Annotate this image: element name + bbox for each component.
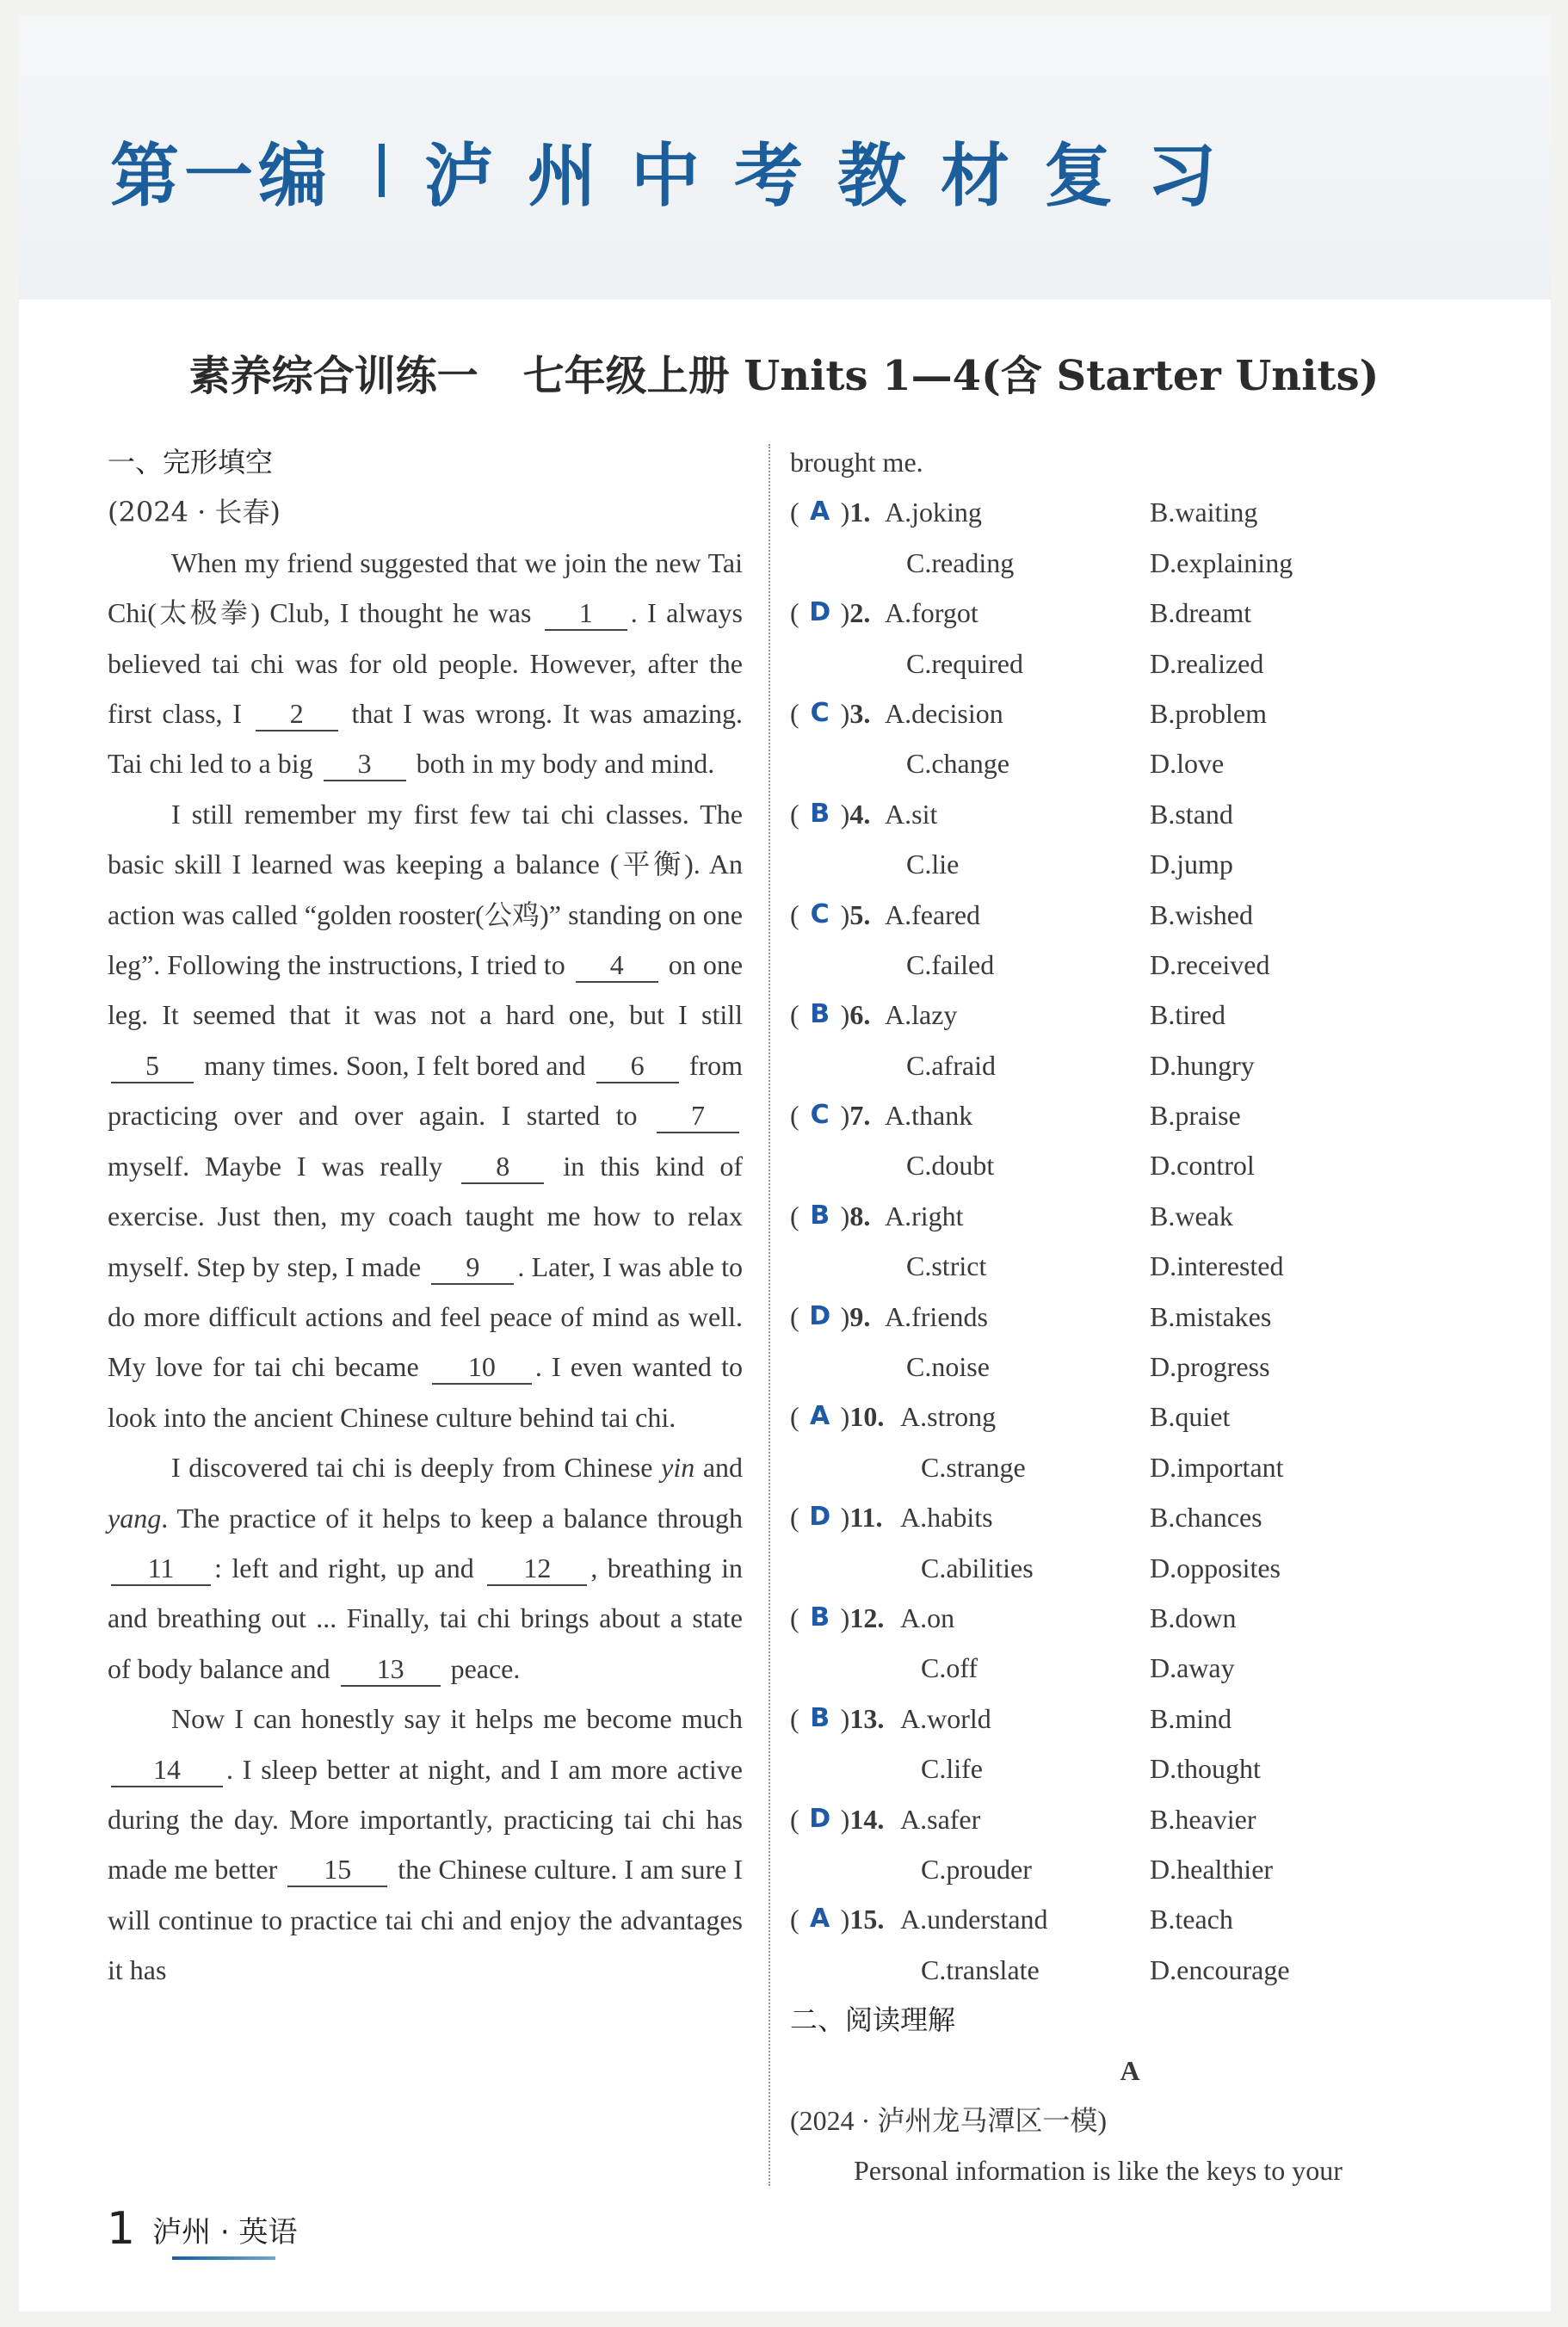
cloze-source: (2024 · 长春) (108, 496, 281, 529)
question-row-sub (790, 839, 1470, 889)
option-c: C.abilities (921, 1552, 1034, 1583)
answer-letter: D (809, 1300, 831, 1331)
option-a: A.on (900, 1602, 955, 1633)
blank-14: 14 (111, 1753, 223, 1787)
answer-letter: A (810, 1904, 830, 1935)
banner-part: 第一编 (110, 136, 332, 216)
blank-13: 13 (341, 1652, 441, 1687)
question-number: 15. (849, 1904, 885, 1935)
option-b: B.quiet (1150, 1401, 1231, 1433)
option-d: D.thought (1150, 1753, 1261, 1785)
option-b: B.mistakes (1150, 1300, 1272, 1332)
option-a: A.right (885, 1200, 964, 1231)
option-b: B.praise (1150, 1100, 1241, 1132)
blank-6: 6 (596, 1049, 679, 1083)
blank-4: 4 (576, 948, 658, 983)
option-b: B.dreamt (1150, 597, 1252, 629)
option-d: D.realized (1150, 647, 1264, 679)
option-d: D.explaining (1150, 546, 1293, 578)
option-b: B.wished (1150, 898, 1253, 930)
answer-bracket: ( A ) 15. (790, 1894, 900, 1944)
right-column (790, 437, 1470, 2196)
question-row (790, 1191, 1470, 1241)
question-number: 7. (849, 1100, 871, 1132)
question-number: 12. (849, 1602, 885, 1633)
page-number: 1 (107, 2203, 136, 2255)
question-number: 5. (849, 898, 871, 930)
option-a: A.friends (885, 1300, 988, 1332)
blank-3: 3 (324, 747, 406, 781)
blank-11: 11 (111, 1552, 211, 1586)
option-c: C.doubt (906, 1150, 995, 1182)
answer-letter: B (810, 1200, 830, 1231)
option-c: C.noise (906, 1351, 990, 1383)
option-d: D.opposites (1150, 1552, 1281, 1583)
question-row (790, 1894, 1470, 1944)
option-d: D.love (1150, 748, 1225, 780)
answer-bracket: ( A ) 10. (790, 1392, 900, 1441)
answer-letter: C (810, 898, 830, 929)
blank-8: 8 (461, 1150, 544, 1184)
question-number: 1. (849, 497, 871, 528)
option-c: C.failed (906, 948, 995, 980)
question-row (790, 688, 1470, 738)
answer-bracket: ( B ) 8. (790, 1191, 885, 1241)
passage-start: Personal information is like the keys to your (854, 2155, 1343, 2187)
option-d: D.healthier (1150, 1853, 1274, 1885)
question-row (790, 588, 1470, 638)
left-column (108, 437, 743, 1996)
question-number: 9. (849, 1300, 871, 1332)
question-row-sub (790, 639, 1470, 688)
answer-letter: B (810, 999, 830, 1030)
question-row-sub (790, 1342, 1470, 1392)
question-row (790, 1492, 1470, 1542)
passage-source: (2024 · 泸州龙马潭区一模) (790, 2104, 1107, 2136)
question-row (790, 1694, 1470, 1744)
answer-bracket: ( D ) 14. (790, 1794, 900, 1844)
question-row-sub (790, 1140, 1470, 1190)
option-a: A.forgot (885, 597, 978, 629)
question-row-sub (790, 1442, 1470, 1492)
banner-title (110, 120, 1250, 219)
question-row-sub (790, 1945, 1470, 1995)
option-d: D.away (1150, 1652, 1235, 1684)
option-c: C.required (906, 647, 1023, 679)
answer-letter: D (809, 1502, 831, 1533)
paragraph-3: I discovered tai chi is deeply from Chinese yin and yang. The practice of it helps to keep a balance through 11 : left and right, up and 12 , breathing in and breathing out ... Finally, tai chi brings about a state of body balance and 13 peace. (108, 1442, 743, 1694)
option-a: A.feared (885, 898, 981, 930)
option-d: D.progress (1150, 1351, 1270, 1383)
column-divider (769, 444, 770, 2186)
section-heading-cloze: 一、完形填空 (108, 446, 274, 478)
option-a: A.world (900, 1702, 991, 1734)
option-d: D.interested (1150, 1250, 1284, 1282)
option-c: C.translate (921, 1954, 1040, 1985)
answer-bracket: ( B ) 6. (790, 990, 885, 1040)
option-b: B.problem (1150, 697, 1267, 729)
question-number: 2. (849, 597, 871, 629)
section-heading-reading: 二、阅读理解 (790, 2003, 956, 2037)
option-c: C.strict (906, 1250, 987, 1282)
blank-7: 7 (657, 1099, 739, 1133)
question-number: 11. (849, 1502, 883, 1534)
option-c: C.reading (906, 546, 1015, 578)
answer-bracket: ( D ) 11. (790, 1492, 900, 1542)
option-d: D.hungry (1150, 1049, 1255, 1081)
answer-bracket: ( D ) 2. (790, 588, 885, 638)
answer-bracket: ( B ) 4. (790, 789, 885, 839)
option-b: B.mind (1150, 1702, 1232, 1734)
question-row (790, 1593, 1470, 1643)
option-d: D.encourage (1150, 1954, 1290, 1985)
answer-letter: B (810, 1602, 830, 1633)
option-b: B.tired (1150, 999, 1225, 1031)
blank-10: 10 (432, 1350, 532, 1385)
answer-bracket: ( C ) 3. (790, 688, 885, 738)
question-row-sub (790, 1643, 1470, 1693)
question-row-sub (790, 1040, 1470, 1090)
option-a: A.thank (885, 1100, 973, 1132)
question-row (790, 789, 1470, 839)
option-b: B.waiting (1150, 497, 1258, 528)
question-number: 13. (849, 1702, 885, 1734)
question-row-sub (790, 738, 1470, 788)
option-c: C.strange (921, 1451, 1026, 1483)
question-row (790, 1392, 1470, 1441)
question-row (790, 1090, 1470, 1140)
answer-bracket: ( C ) 7. (790, 1090, 885, 1140)
answer-letter: C (810, 697, 830, 728)
answer-letter: B (810, 1702, 830, 1733)
question-row (790, 1292, 1470, 1342)
answer-bracket: ( C ) 5. (790, 890, 885, 940)
question-number: 3. (849, 697, 871, 729)
question-number: 6. (849, 999, 871, 1031)
question-row-sub (790, 1241, 1470, 1291)
option-a: A.joking (885, 497, 982, 528)
option-d: D.received (1150, 948, 1270, 980)
answer-bracket: ( B ) 12. (790, 1593, 900, 1643)
blank-9: 9 (431, 1250, 514, 1285)
question-row (790, 890, 1470, 940)
option-c: C.life (921, 1753, 983, 1785)
option-c: C.lie (906, 849, 960, 880)
question-row (790, 487, 1470, 537)
blank-2: 2 (256, 697, 338, 731)
passage-letter: A (1120, 2054, 1140, 2086)
blank-5: 5 (111, 1049, 194, 1083)
option-a: A.safer (900, 1803, 981, 1835)
answer-letter: A (810, 1401, 830, 1432)
blank-15: 15 (287, 1853, 387, 1887)
option-b: B.weak (1150, 1200, 1233, 1231)
answer-bracket: ( A ) 1. (790, 487, 885, 537)
option-b: B.stand (1150, 798, 1233, 830)
option-c: C.change (906, 748, 1009, 780)
unit-title (0, 343, 1568, 402)
paragraph-1: When my friend suggested that we join the new Tai Chi(太极拳) Club, I thought he was 1 . I always believed tai chi was for old people. However, after the first class, I 2 that I was wrong. It was amazing. Tai chi led to a big 3 both in my body and mind. (108, 538, 743, 789)
question-number: 4. (849, 798, 871, 830)
question-row-sub (790, 940, 1470, 990)
question-number: 10. (849, 1401, 885, 1433)
footer-label: 泸州 · 英语 (152, 2214, 298, 2250)
banner-subtitle: 泸州中考教材复习 (424, 136, 1250, 216)
option-c: C.prouder (921, 1853, 1032, 1885)
paragraph-2: I still remember my first few tai chi classes. The basic skill I learned was keeping a balance (平衡). An action was called “golden rooster(公鸡)” standing on one leg”. Following the instructions, I tried to 4 on one leg. It seemed that it was not a hard one, but I still 5 many times. Soon, I felt bored and 6 from practicing over and over again. I started to 7 myself. Maybe I was really 8 in this kind of exercise. Just then, my coach taught me how to relax myself. Step by step, I made 9 . Later, I was able to do more difficult actions and feel peace of mind as well. My love for tai chi became 10 . I even wanted to look into the ancient Chinese culture behind tai chi. (108, 798, 744, 1433)
option-a: A.sit (885, 798, 938, 830)
option-d: D.control (1150, 1150, 1255, 1182)
paragraph-4: Now I can honestly say it helps me become much 14 . I sleep better at night, and I am more active during the day. More importantly, practicing tai chi has made me better 15 the Chinese culture. I am sure I will continue to practice tai chi and enjoy the advantages it has (108, 1703, 744, 1986)
option-d: D.jump (1150, 849, 1233, 880)
option-a: A.decision (885, 697, 1003, 729)
answer-bracket: ( D ) 9. (790, 1292, 885, 1342)
banner-separator (379, 144, 385, 197)
question-number: 14. (849, 1803, 885, 1835)
footer (107, 2203, 298, 2255)
option-b: B.chances (1150, 1502, 1262, 1534)
answer-bracket: ( B ) 13. (790, 1694, 900, 1744)
unit-title-left: 素养综合训练一 (188, 352, 478, 400)
answer-letter: D (809, 597, 831, 628)
question-row-sub (790, 538, 1470, 588)
answer-letter: A (810, 497, 830, 528)
option-a: A.lazy (885, 999, 958, 1031)
answer-letter: D (809, 1803, 831, 1834)
footer-accent-line (172, 2256, 275, 2260)
option-a: A.habits (900, 1502, 993, 1534)
blank-12: 12 (487, 1552, 587, 1586)
question-row-sub (790, 1744, 1470, 1793)
option-b: B.heavier (1150, 1803, 1256, 1835)
unit-title-right: 七年级上册 Units 1—4(含 Starter Units) (522, 352, 1380, 400)
question-row-sub (790, 1844, 1470, 1894)
option-d: D.important (1150, 1451, 1284, 1483)
question-row (790, 1794, 1470, 1844)
question-row-sub (790, 1543, 1470, 1593)
answer-letter: B (810, 798, 830, 829)
paragraph-continuation: brought me. (790, 447, 923, 478)
option-b: B.teach (1150, 1904, 1233, 1935)
answer-letter: C (810, 1100, 830, 1131)
question-list (790, 487, 1470, 1995)
question-row (790, 990, 1470, 1040)
question-number: 8. (849, 1200, 871, 1231)
blank-1: 1 (545, 596, 627, 631)
option-c: C.off (921, 1652, 978, 1684)
option-a: A.understand (900, 1904, 1048, 1935)
option-b: B.down (1150, 1602, 1237, 1633)
option-c: C.afraid (906, 1049, 996, 1081)
option-a: A.strong (900, 1401, 997, 1433)
